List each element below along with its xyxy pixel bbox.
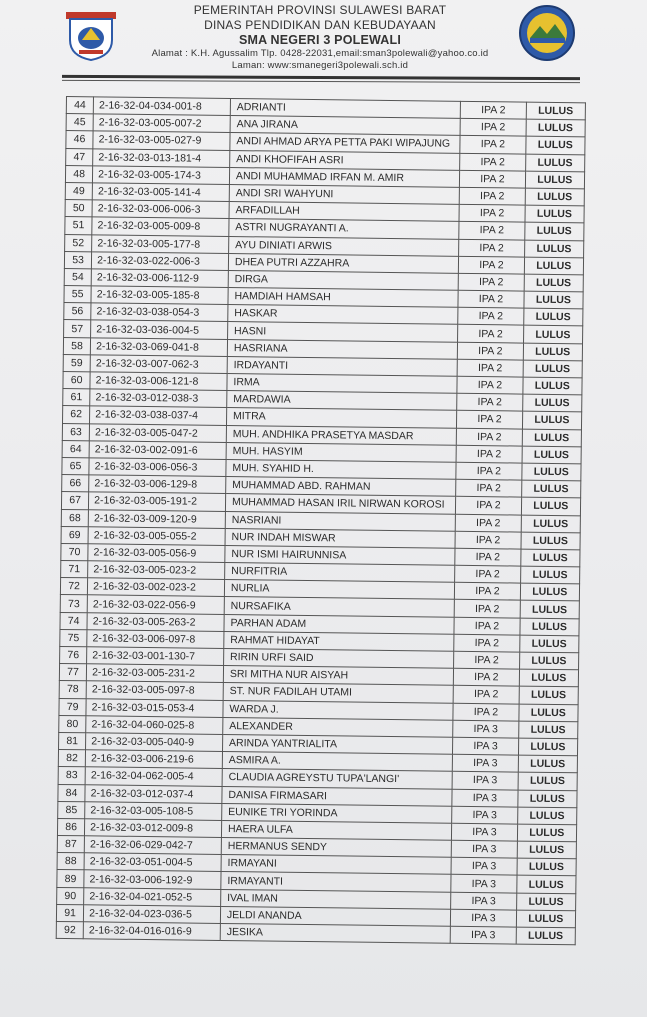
- student-id: 2-16-32-03-069-041-8: [90, 337, 227, 356]
- result-status: LULUS: [521, 497, 581, 515]
- class-name: IPA 2: [460, 136, 526, 154]
- student-name: MARDAWIA: [227, 391, 458, 411]
- table-body: [56, 97, 585, 945]
- result-status: LULUS: [521, 463, 581, 481]
- class-name: IPA 2: [457, 411, 523, 429]
- student-name: HASNI: [227, 322, 458, 342]
- result-status: LULUS: [520, 618, 580, 636]
- row-number: 53: [64, 251, 91, 269]
- class-name: IPA 2: [454, 600, 520, 618]
- result-status: LULUS: [523, 377, 583, 395]
- school-address: Alamat : K.H. Agussalim Tlp. 0428-22031,email:sman3polewali@yahoo.co.id: [151, 48, 489, 59]
- class-name: IPA 3: [452, 806, 518, 824]
- row-number: 55: [64, 286, 91, 304]
- row-number: 66: [62, 475, 89, 493]
- row-number: 70: [61, 543, 88, 561]
- student-name: RAHMAT HIDAYAT: [224, 631, 455, 651]
- row-number: 74: [60, 612, 87, 630]
- row-number: 45: [66, 114, 93, 132]
- student-name: MUH. SYAHID H.: [226, 459, 457, 479]
- school-website: Laman: www:smanegeri3polewali.sch.id: [231, 60, 409, 71]
- class-name: IPA 3: [451, 858, 517, 876]
- class-name: IPA 2: [459, 256, 525, 274]
- student-name: NURSAFIKA: [224, 597, 455, 617]
- result-status: LULUS: [523, 360, 583, 378]
- class-name: IPA 2: [460, 119, 526, 137]
- row-number: 91: [56, 904, 83, 922]
- row-number: 90: [57, 887, 84, 905]
- class-name: IPA 2: [454, 617, 520, 635]
- row-number: 87: [57, 836, 84, 854]
- class-name: IPA 3: [453, 737, 519, 755]
- class-name: IPA 2: [455, 514, 521, 532]
- student-name: ANDI AHMAD ARYA PETTA PAKI WIPAJUNG: [230, 133, 461, 153]
- student-id: 2-16-32-03-006-056-3: [89, 458, 226, 477]
- student-name: HERMANUS SENDY: [221, 838, 452, 858]
- row-number: 76: [60, 646, 87, 664]
- student-name: ARFADILLAH: [229, 202, 460, 222]
- province-emblem-icon: [64, 10, 118, 62]
- student-id: 2-16-32-03-001-130-7: [87, 647, 224, 666]
- result-status: LULUS: [519, 652, 579, 670]
- student-id: 2-16-32-03-012-038-3: [90, 389, 227, 408]
- student-id: 2-16-32-03-005-185-8: [91, 286, 228, 305]
- student-name: SRI MITHA NUR AISYAH: [223, 666, 454, 686]
- class-name: IPA 2: [454, 651, 520, 669]
- class-name: IPA 3: [452, 823, 518, 841]
- student-id: 2-16-32-04-023-036-5: [84, 905, 221, 924]
- student-name: ASMIRA A.: [222, 752, 453, 772]
- row-number: 62: [63, 406, 90, 424]
- result-status: LULUS: [523, 343, 583, 361]
- class-name: IPA 3: [452, 789, 518, 807]
- student-id: 2-16-32-03-005-009-8: [92, 217, 229, 236]
- student-id: 2-16-32-03-012-037-4: [85, 784, 222, 803]
- result-status: LULUS: [518, 755, 578, 773]
- class-name: IPA 2: [455, 565, 521, 583]
- student-name: ST. NUR FADILAH UTAMI: [223, 683, 454, 703]
- student-name: HAMDIAH HAMSAH: [228, 288, 459, 308]
- result-status: LULUS: [524, 257, 584, 275]
- result-status: LULUS: [516, 893, 576, 911]
- school-logo-icon: [518, 4, 576, 62]
- result-status: LULUS: [518, 738, 578, 756]
- row-number: 50: [65, 200, 92, 218]
- class-name: IPA 2: [453, 686, 519, 704]
- class-name: IPA 3: [451, 909, 517, 927]
- student-name: ARINDA YANTRIALITA: [222, 734, 453, 754]
- result-status: LULUS: [526, 119, 586, 137]
- student-id: 2-16-32-03-005-056-9: [88, 544, 225, 563]
- class-name: IPA 2: [459, 222, 525, 240]
- row-number: 92: [56, 921, 83, 939]
- student-name: MITRA: [226, 408, 457, 428]
- result-status: LULUS: [517, 858, 577, 876]
- result-status: LULUS: [517, 790, 577, 808]
- row-number: 84: [58, 784, 85, 802]
- student-id: 2-16-32-03-006-006-3: [92, 200, 229, 219]
- row-number: 68: [61, 509, 88, 527]
- student-name: ADRIANTI: [230, 99, 461, 119]
- row-number: 71: [61, 561, 88, 579]
- student-name: RIRIN URFI SAID: [223, 648, 454, 668]
- student-results-table-wrap: [56, 96, 592, 946]
- student-id: 2-16-32-03-006-097-8: [87, 630, 224, 649]
- result-status: LULUS: [524, 274, 584, 292]
- student-name: MUHAMMAD HASAN IRIL NIRWAN KOROSI: [225, 494, 456, 514]
- row-number: 57: [64, 320, 91, 338]
- row-number: 89: [57, 870, 84, 888]
- student-name: IRMAYANTI: [221, 872, 452, 892]
- row-number: 73: [60, 595, 87, 613]
- row-number: 81: [59, 732, 86, 750]
- class-name: IPA 3: [452, 772, 518, 790]
- result-status: LULUS: [522, 446, 582, 464]
- result-status: LULUS: [525, 136, 585, 154]
- row-number: 44: [66, 97, 93, 115]
- result-status: LULUS: [520, 601, 580, 619]
- school-name: SMA NEGERI 3 POLEWALI: [238, 33, 402, 47]
- government-name: PEMERINTAH PROVINSI SULAWESI BARAT: [193, 3, 447, 17]
- student-id: 2-16-32-06-029-042-7: [84, 836, 221, 855]
- result-status: LULUS: [519, 704, 579, 722]
- class-name: IPA 2: [460, 153, 526, 171]
- student-id: 2-16-32-03-007-062-3: [90, 355, 227, 374]
- row-number: 82: [58, 750, 85, 768]
- class-name: IPA 2: [459, 204, 525, 222]
- student-name: DHEA PUTRI AZZAHRA: [228, 253, 459, 273]
- result-status: LULUS: [518, 721, 578, 739]
- row-number: 51: [65, 217, 92, 235]
- student-name: ASTRI NUGRAYANTI A.: [229, 219, 460, 239]
- row-number: 88: [57, 853, 84, 871]
- class-name: IPA 2: [460, 170, 526, 188]
- student-name: EUNIKE TRI YORINDA: [222, 803, 453, 823]
- class-name: IPA 3: [453, 754, 519, 772]
- result-status: LULUS: [517, 807, 577, 825]
- class-name: IPA 2: [459, 239, 525, 257]
- result-status: LULUS: [517, 841, 577, 859]
- row-number: 83: [58, 767, 85, 785]
- class-name: IPA 2: [457, 428, 523, 446]
- class-name: IPA 2: [457, 359, 523, 377]
- result-status: LULUS: [516, 927, 576, 945]
- class-name: IPA 3: [451, 892, 517, 910]
- row-number: 79: [59, 698, 86, 716]
- student-id: 2-16-32-03-005-263-2: [87, 612, 224, 631]
- row-number: 85: [58, 801, 85, 819]
- class-name: IPA 3: [451, 840, 517, 858]
- student-name: ANDI SRI WAHYUNI: [229, 184, 460, 204]
- student-id: 2-16-32-03-002-023-2: [88, 578, 225, 597]
- student-id: 2-16-32-03-036-004-5: [91, 320, 228, 339]
- student-name: HASRIANA: [227, 339, 458, 359]
- class-name: IPA 2: [458, 273, 524, 291]
- letterhead-text: [120, 3, 520, 72]
- class-name: IPA 3: [453, 720, 519, 738]
- result-status: LULUS: [519, 669, 579, 687]
- student-id: 2-16-32-03-002-091-6: [89, 441, 226, 460]
- result-status: LULUS: [522, 411, 582, 429]
- row-number: 69: [61, 526, 88, 544]
- row-number: 75: [60, 629, 87, 647]
- row-number: 80: [59, 715, 86, 733]
- result-status: LULUS: [520, 566, 580, 584]
- row-number: 78: [59, 681, 86, 699]
- row-number: 56: [64, 303, 91, 321]
- student-name: DIRGA: [228, 270, 459, 290]
- student-name: NUR INDAH MISWAR: [225, 528, 456, 548]
- row-number: 49: [65, 182, 92, 200]
- student-id: 2-16-32-03-005-047-2: [89, 423, 226, 442]
- class-name: IPA 2: [456, 462, 522, 480]
- result-status: LULUS: [523, 308, 583, 326]
- row-number: 61: [63, 389, 90, 407]
- class-name: IPA 2: [458, 325, 524, 343]
- result-status: LULUS: [521, 480, 581, 498]
- row-number: 65: [62, 457, 89, 475]
- result-status: LULUS: [524, 240, 584, 258]
- student-name: IVAL IMAN: [221, 889, 452, 909]
- class-name: IPA 2: [455, 548, 521, 566]
- row-number: 67: [61, 492, 88, 510]
- student-name: IRDAYANTI: [227, 356, 458, 376]
- result-status: LULUS: [520, 549, 580, 567]
- student-id: 2-16-32-03-005-040-9: [86, 733, 223, 752]
- student-id: 2-16-32-03-005-007-2: [93, 114, 230, 133]
- student-id: 2-16-32-03-015-053-4: [86, 698, 223, 717]
- student-id: 2-16-32-04-060-025-8: [86, 716, 223, 735]
- student-results-table: [56, 96, 586, 945]
- student-id: 2-16-32-03-005-174-3: [93, 166, 230, 185]
- student-name: WARDA J.: [223, 700, 454, 720]
- class-name: IPA 2: [457, 393, 523, 411]
- student-id: 2-16-32-03-009-120-9: [88, 509, 225, 528]
- class-name: IPA 2: [459, 187, 525, 205]
- student-id: 2-16-32-03-005-177-8: [92, 234, 229, 253]
- result-status: LULUS: [525, 205, 585, 223]
- result-status: LULUS: [519, 686, 579, 704]
- student-id: 2-16-32-03-006-121-8: [90, 372, 227, 391]
- row-number: 77: [59, 664, 86, 682]
- class-name: IPA 2: [457, 376, 523, 394]
- result-status: LULUS: [522, 394, 582, 412]
- result-status: LULUS: [516, 910, 576, 928]
- result-status: LULUS: [526, 102, 586, 120]
- class-name: IPA 2: [458, 290, 524, 308]
- class-name: IPA 2: [456, 479, 522, 497]
- student-name: IRMA: [227, 373, 458, 393]
- student-name: ANDI KHOFIFAH ASRI: [230, 150, 461, 170]
- student-name: HASKAR: [228, 305, 459, 325]
- student-id: 2-16-32-03-038-037-4: [90, 406, 227, 425]
- result-status: LULUS: [517, 824, 577, 842]
- student-id: 2-16-32-04-016-016-9: [83, 922, 220, 941]
- class-name: IPA 2: [458, 342, 524, 360]
- student-name: PARHAN ADAM: [224, 614, 455, 634]
- student-id: 2-16-32-03-005-191-2: [89, 492, 226, 511]
- student-name: ALEXANDER: [223, 717, 454, 737]
- student-name: CLAUDIA AGREYSTU TUPA'LANGI': [222, 769, 453, 789]
- student-id: 2-16-32-03-006-219-6: [85, 750, 222, 769]
- row-number: 48: [65, 165, 92, 183]
- student-name: NASRIANI: [225, 511, 456, 531]
- department-name: DINAS PENDIDIKAN DAN KEBUDAYAAN: [204, 18, 436, 32]
- student-id: 2-16-32-04-021-052-5: [84, 887, 221, 906]
- class-name: IPA 2: [454, 634, 520, 652]
- result-status: LULUS: [522, 429, 582, 447]
- result-status: LULUS: [523, 326, 583, 344]
- student-name: AYU DINIATI ARWIS: [229, 236, 460, 256]
- result-status: LULUS: [516, 876, 576, 894]
- student-name: IRMAYANI: [221, 855, 452, 875]
- student-id: 2-16-32-03-038-054-3: [91, 303, 228, 322]
- student-name: JESIKA: [220, 923, 451, 943]
- result-status: LULUS: [519, 635, 579, 653]
- student-id: 2-16-32-03-022-006-3: [92, 252, 229, 271]
- row-number: 60: [63, 371, 90, 389]
- student-name: HAERA ULFA: [221, 820, 452, 840]
- row-number: 58: [63, 337, 90, 355]
- row-number: 52: [65, 234, 92, 252]
- student-id: 2-16-32-03-005-108-5: [85, 801, 222, 820]
- student-name: ANDI MUHAMMAD IRFAN M. AMIR: [229, 167, 460, 187]
- result-status: LULUS: [525, 171, 585, 189]
- row-number: 54: [64, 268, 91, 286]
- result-status: LULUS: [525, 154, 585, 172]
- student-id: 2-16-32-04-034-001-8: [93, 97, 230, 116]
- student-name: JELDI ANANDA: [220, 906, 451, 926]
- row-number: 64: [62, 440, 89, 458]
- class-name: IPA 2: [454, 668, 520, 686]
- student-name: NURFITRIA: [225, 563, 456, 583]
- student-id: 2-16-32-03-022-056-9: [87, 595, 224, 614]
- student-id: 2-16-32-03-005-231-2: [87, 664, 224, 683]
- row-number: 47: [66, 148, 93, 166]
- student-id: 2-16-32-03-005-055-2: [88, 526, 225, 545]
- class-name: IPA 2: [455, 531, 521, 549]
- row-number: 59: [63, 354, 90, 372]
- result-status: LULUS: [521, 515, 581, 533]
- header-rule-thin: [62, 80, 580, 83]
- class-name: IPA 2: [461, 101, 527, 119]
- class-name: IPA 2: [455, 583, 521, 601]
- result-status: LULUS: [520, 583, 580, 601]
- result-status: LULUS: [521, 532, 581, 550]
- student-id: 2-16-32-03-005-141-4: [92, 183, 229, 202]
- student-name: ANA JIRANA: [230, 116, 461, 136]
- result-status: LULUS: [525, 188, 585, 206]
- student-name: NURLIA: [224, 580, 455, 600]
- student-name: MUH. HASYIM: [226, 442, 457, 462]
- row-number: 46: [66, 131, 93, 149]
- class-name: IPA 2: [453, 703, 519, 721]
- result-status: LULUS: [524, 291, 584, 309]
- class-name: IPA 3: [450, 926, 516, 944]
- class-name: IPA 3: [451, 875, 517, 893]
- class-name: IPA 2: [458, 308, 524, 326]
- student-id: 2-16-32-03-013-181-4: [93, 148, 230, 167]
- student-id: 2-16-32-03-012-009-8: [85, 819, 222, 838]
- class-name: IPA 2: [456, 497, 522, 515]
- row-number: 63: [62, 423, 89, 441]
- student-name: NUR ISMI HAIRUNNISA: [225, 545, 456, 565]
- student-id: 2-16-32-03-005-023-2: [88, 561, 225, 580]
- row-number: 86: [57, 818, 84, 836]
- student-name: MUHAMMAD ABD. RAHMAN: [226, 477, 457, 497]
- student-id: 2-16-32-03-006-129-8: [89, 475, 226, 494]
- student-id: 2-16-32-03-005-097-8: [86, 681, 223, 700]
- class-name: IPA 2: [456, 445, 522, 463]
- student-id: 2-16-32-03-006-112-9: [91, 269, 228, 288]
- row-number: 72: [60, 578, 87, 596]
- letterhead: [0, 0, 647, 92]
- student-id: 2-16-32-04-062-005-4: [85, 767, 222, 786]
- student-id: 2-16-32-03-051-004-5: [84, 853, 221, 872]
- result-status: LULUS: [518, 772, 578, 790]
- student-id: 2-16-32-03-006-192-9: [84, 870, 221, 889]
- student-id: 2-16-32-03-005-027-9: [93, 131, 230, 150]
- result-status: LULUS: [524, 222, 584, 240]
- student-name: DANISA FIRMASARI: [222, 786, 453, 806]
- student-name: MUH. ANDHIKA PRASETYA MASDAR: [226, 425, 457, 445]
